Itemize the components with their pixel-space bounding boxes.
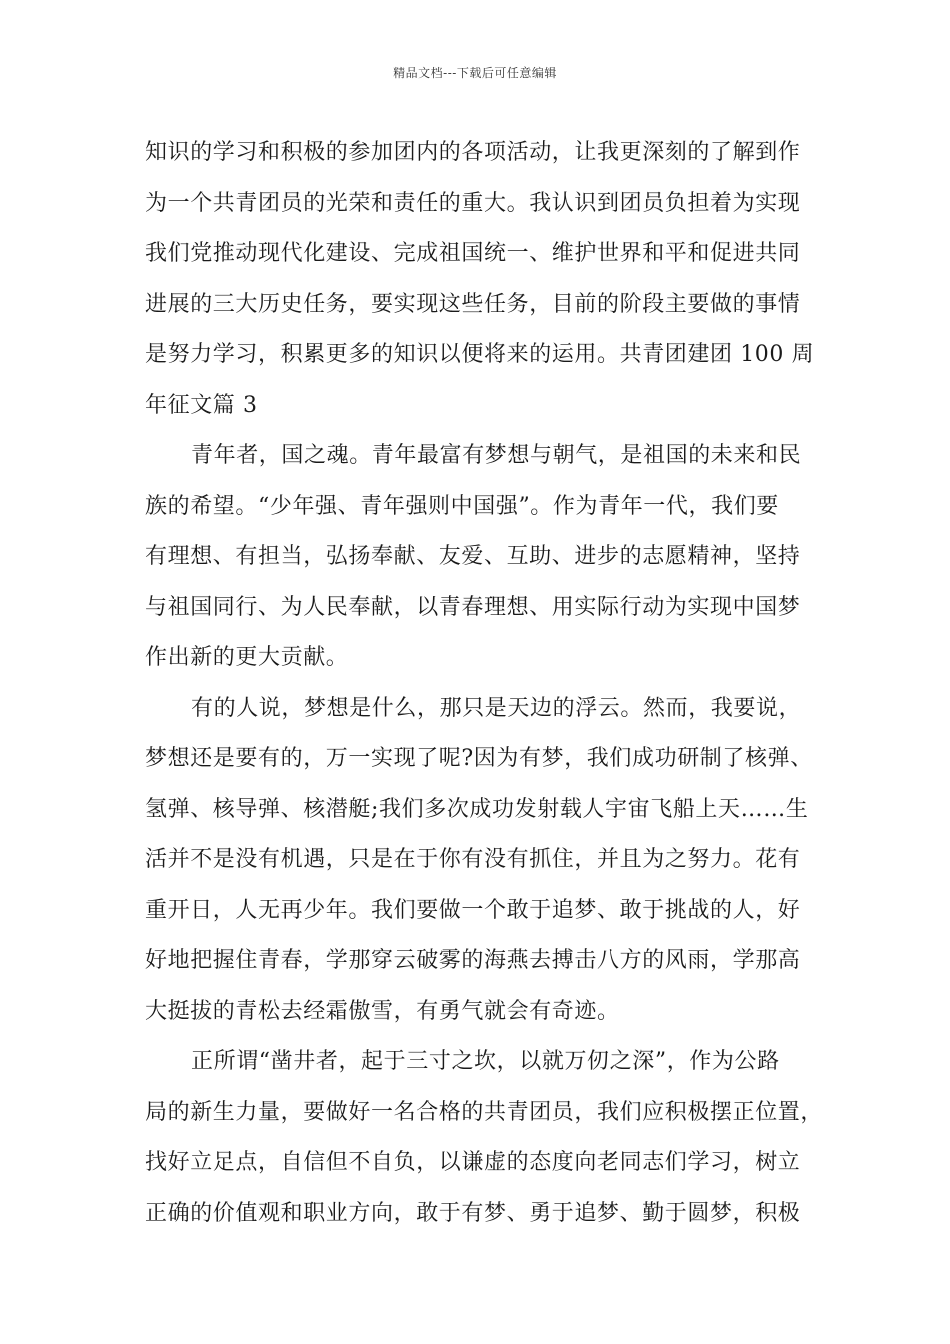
paragraph-4 bbox=[145, 1037, 824, 1239]
text-line: 为一个共青团员的光荣和责任的重大。我认识到团员负担着为实现 bbox=[145, 190, 801, 216]
text-line: 正所谓“凿井者，起于三寸之坎，以就万仞之深”，作为公路 bbox=[191, 1049, 780, 1074]
text-line: 梦想还是要有的，万一实现了呢?因为有梦，我们成功研制了核弹、 bbox=[145, 746, 813, 771]
text-line: 局的新生力量，要做好一名合格的共青团员，我们应积极摆正位置， bbox=[145, 1099, 824, 1125]
text-line: 我们党推动现代化建设、完成祖国统一、维护世界和平和促进共同 bbox=[145, 241, 801, 266]
paragraph-2 bbox=[145, 431, 810, 684]
document-body bbox=[145, 128, 824, 1239]
text-line: 有理想、有担当，弘扬奉献、友爱、互助、进步的志愿精神，坚持 bbox=[145, 544, 801, 569]
text-line: 青年者，国之魂。青年最富有梦想与朝气，是祖国的未来和民 bbox=[191, 443, 802, 468]
text-line: 大挺拔的青松去经霜傲雪，有勇气就会有奇迹。 bbox=[145, 998, 620, 1024]
page-header: 精品文档---下载后可任意编辑 bbox=[393, 66, 557, 80]
text-line: 是努力学习，积累更多的知识以便将来的运用。共青团建团 100 周 bbox=[145, 342, 815, 367]
text-line: 活并不是没有机遇，只是在于你有没有抓住，并且为之努力。花有 bbox=[145, 847, 801, 872]
paragraph-3 bbox=[145, 684, 813, 1038]
paragraph-1 bbox=[145, 128, 815, 431]
text-line: 进展的三大历史任务，要实现这些任务，目前的阶段主要做的事情 bbox=[145, 291, 801, 317]
text-line: 与祖国同行、为人民奉献，以青春理想、用实际行动为实现中国梦 bbox=[145, 594, 801, 620]
text-line: 氢弹、核导弹、核潜艇;我们多次成功发射载人宇宙飞船上天……生 bbox=[145, 796, 809, 822]
text-line: 作出新的更大贡献。 bbox=[145, 645, 349, 670]
text-line: 有的人说，梦想是什么，那只是天边的浮云。然而，我要说， bbox=[191, 695, 802, 721]
text-line: 年征文篇 3 bbox=[145, 392, 258, 418]
text-line: 好地把握住青春，学那穿云破雾的海燕去搏击八方的风雨，学那高 bbox=[145, 948, 801, 973]
text-line: 知识的学习和积极的参加团内的各项活动，让我更深刻的了解到作 bbox=[145, 140, 801, 165]
text-line: 正确的价值观和职业方向，敢于有梦、勇于追梦、勤于圆梦，积极 bbox=[145, 1200, 801, 1226]
text-line: 重开日，人无再少年。我们要做一个敢于追梦、敢于挑战的人，好 bbox=[145, 897, 801, 923]
text-line: 找好立足点，自信但不自负，以谦虚的态度向老同志们学习，树立 bbox=[145, 1150, 801, 1175]
text-line: 族的希望。“少年强、青年强则中国强”。作为青年一代，我们要 bbox=[145, 493, 779, 519]
